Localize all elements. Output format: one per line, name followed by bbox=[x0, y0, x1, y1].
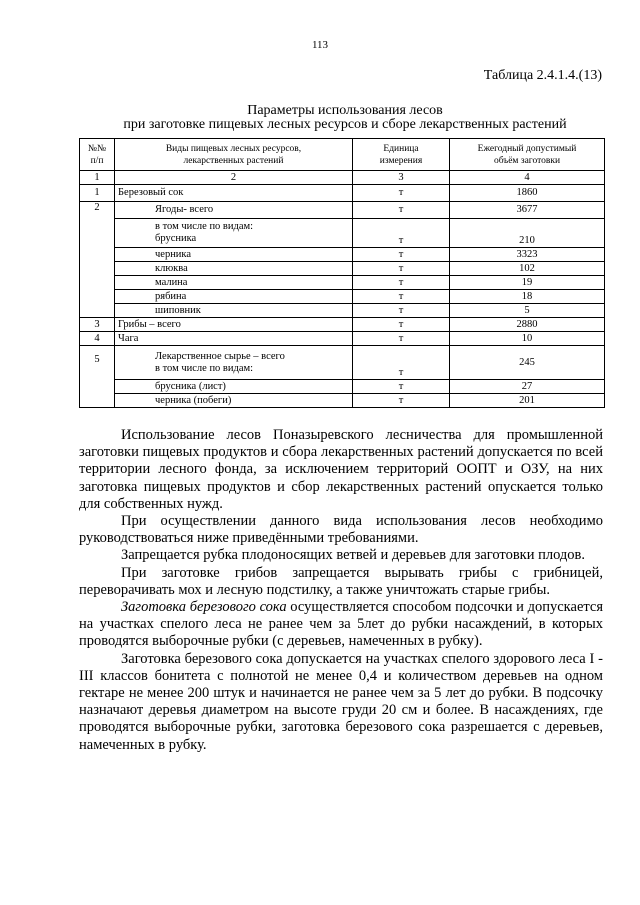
table-reference: Таблица 2.4.1.4.(13) bbox=[483, 68, 602, 83]
table-row: клюква т 102 bbox=[80, 262, 605, 276]
table-row: 1 Березовый сок т 1860 bbox=[80, 185, 605, 202]
table-row: малина т 19 bbox=[80, 276, 605, 290]
caption-line-1: Параметры использования лесов bbox=[247, 103, 443, 118]
paragraph: Заготовка березового сока допускается на участках спелого здорового леса I - III классов бонитета с полнотой не менее 0,4 и количеством деревьев на одном гектаре не менее 200 штук и начинается не ранее чем за 5 лет до рубки. В подсочку назначают деревья диаметром на высоте груди 20 см и более. В насаждениях, где проводятся выборочные рубки, заготовка березового сока разрешается с деревьев, намеченных в рубку. bbox=[79, 650, 603, 753]
table-row: 5 Лекарственное сырье – всего в том числе по видам: т 245 bbox=[80, 346, 605, 380]
table-row: 2 Ягоды- всего т 3677 bbox=[80, 202, 605, 219]
paragraph: При осуществлении данного вида использования лесов необходимо руководствоваться ниже приведёнными требованиями. bbox=[79, 513, 603, 547]
colnum-cell: 4 bbox=[450, 171, 605, 185]
body-text bbox=[79, 427, 603, 754]
header-unit: Единица измерения bbox=[353, 139, 450, 171]
table-row: шиповник т 5 bbox=[80, 304, 605, 318]
paragraph: Заготовка березового сока осуществляется способом подсочки и допускается на участках спелого леса не ранее чем за 5лет до рубки насаждений, в которых проводятся выборочные рубки (с деревьев, намеченных в рубку). bbox=[79, 599, 603, 650]
italic-term: Заготовка березового сока bbox=[121, 599, 287, 616]
paragraph: Запрещается рубка плодоносящих ветвей и деревьев для заготовки плодов. bbox=[121, 547, 586, 564]
colnum-cell: 1 bbox=[80, 171, 115, 185]
column-number-row bbox=[80, 171, 605, 185]
colnum-cell: 2 bbox=[115, 171, 353, 185]
header-type: Виды пищевых лесных ресурсов, лекарственных растений bbox=[115, 139, 353, 171]
paragraph: При заготовке грибов запрещается вырывать грибы с грибницей, переворачивать мох и лесную подстилку, а также уничтожать старые грибы. bbox=[79, 564, 603, 598]
caption-line-2: при заготовке пищевых лесных ресурсов и сборе лекарственных растений bbox=[123, 117, 567, 132]
table-row: 3 Грибы – всего т 2880 bbox=[80, 318, 605, 332]
table-row: 4 Чага т 10 bbox=[80, 332, 605, 346]
header-volume: Ежегодный допустимый объём заготовки bbox=[450, 139, 605, 171]
resources-table bbox=[79, 138, 605, 408]
paragraph: Использование лесов Поназыревского лесничества для промышленной заготовки пищевых продуктов и сбора лекарственных растений допускается по всей территории лесного фонда, за исключением территорий ООПТ и ОЗУ, на них заготовка пищевых продуктов и сбор лекарственных растений опускается только для собственных нужд. bbox=[79, 427, 603, 512]
header-row bbox=[80, 139, 605, 171]
table-caption bbox=[0, 104, 640, 132]
table-row: рябина т 18 bbox=[80, 290, 605, 304]
colnum-cell: 3 bbox=[353, 171, 450, 185]
table-row: брусника (лист) т 27 bbox=[80, 380, 605, 394]
page-number: 113 bbox=[311, 39, 329, 51]
header-num: №№ п/п bbox=[80, 139, 115, 171]
table-row: в том числе по видам: брусника т 210 bbox=[80, 219, 605, 248]
table-row: черника т 3323 bbox=[80, 248, 605, 262]
table-row: черника (побеги) т 201 bbox=[80, 394, 605, 408]
